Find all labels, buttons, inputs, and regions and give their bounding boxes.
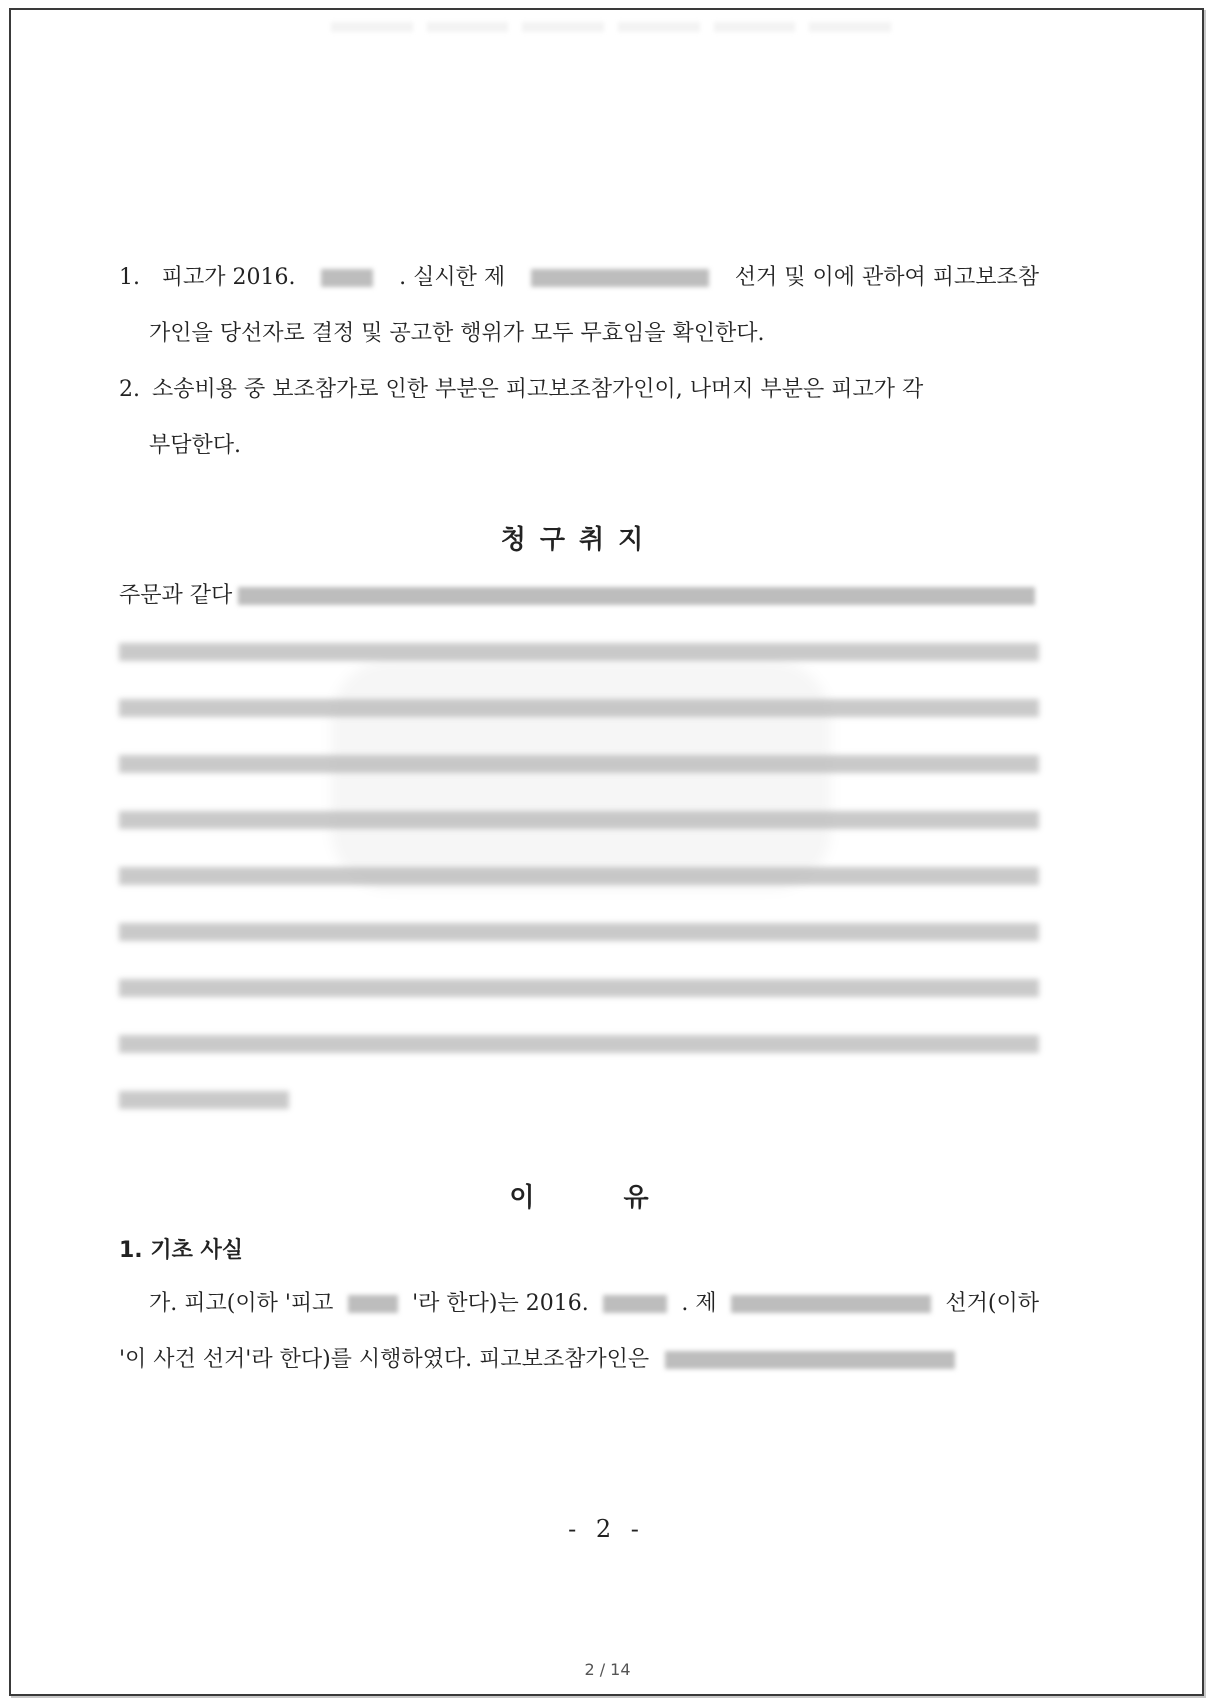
redacted-paragraph-row	[119, 904, 1039, 960]
redacted-header	[331, 22, 891, 32]
order-item-2-text-a: 소송비용 중 보조참가로 인한 부분은 피고보조참가인이, 나머지 부분은 피고가 각	[152, 377, 924, 402]
reason-text-c: . 제	[681, 1291, 717, 1316]
order-item-1-line-2	[119, 306, 1039, 362]
redacted-paragraph-row	[119, 848, 1039, 904]
redacted-paragraph-row	[119, 1072, 1039, 1128]
order-item-1-line-1	[119, 250, 1039, 306]
redaction	[731, 1295, 931, 1313]
viewer-page-indicator: 2 / 14	[584, 1660, 631, 1679]
redaction	[665, 1351, 955, 1369]
reason-text-e: '이 사건 선거'라 한다)를 시행하였다. 피고보조참가인은	[119, 1347, 650, 1372]
order-item-1-text-a: 피고가 2016.	[161, 265, 296, 290]
document-page	[9, 8, 1204, 1696]
order-item-1-text-d: 가인을 당선자로 결정 및 공고한 행위가 모두 무효임을 확인한다.	[149, 321, 765, 346]
redacted-paragraph-row	[119, 680, 1039, 736]
redaction	[238, 587, 1035, 605]
reason-paragraph-line-1	[119, 1276, 1039, 1332]
claim-heading: 청구취지	[500, 525, 658, 555]
redacted-paragraph-row	[119, 624, 1039, 680]
redacted-paragraph-row	[119, 792, 1039, 848]
claim-line-1	[119, 568, 1039, 624]
redaction	[603, 1295, 667, 1313]
redacted-paragraph-row	[119, 1016, 1039, 1072]
redacted-paragraph-row	[119, 960, 1039, 1016]
reason-text-a: 가. 피고(이하 '피고	[149, 1291, 334, 1316]
order-item-2-number: 2.	[119, 377, 140, 402]
order-item-2-line-2	[119, 418, 1039, 474]
order-item-1-number: 1.	[119, 265, 140, 290]
redacted-paragraph-row	[119, 736, 1039, 792]
reason-text-d: 선거(이하	[945, 1291, 1039, 1316]
page-content	[119, 250, 1039, 1388]
order-item-2-line-1	[119, 362, 1039, 418]
page-number: - 2 -	[568, 1515, 645, 1543]
order-item-1-text-b: . 실시한 제	[399, 265, 506, 290]
reason-heading: 이 유	[509, 1183, 649, 1213]
order-item-1-text-c: 선거 및 이에 관하여 피고보조참	[734, 265, 1039, 290]
section-title: 1. 기초 사실	[119, 1238, 243, 1263]
reason-paragraph-line-2	[119, 1332, 1039, 1388]
redaction	[348, 1295, 398, 1313]
claim-text: 주문과 같다	[119, 583, 233, 608]
redaction	[531, 269, 709, 287]
reason-text-b: '라 한다)는 2016.	[412, 1291, 589, 1316]
order-item-2-text-b: 부담한다.	[149, 433, 242, 458]
redaction	[321, 269, 373, 287]
